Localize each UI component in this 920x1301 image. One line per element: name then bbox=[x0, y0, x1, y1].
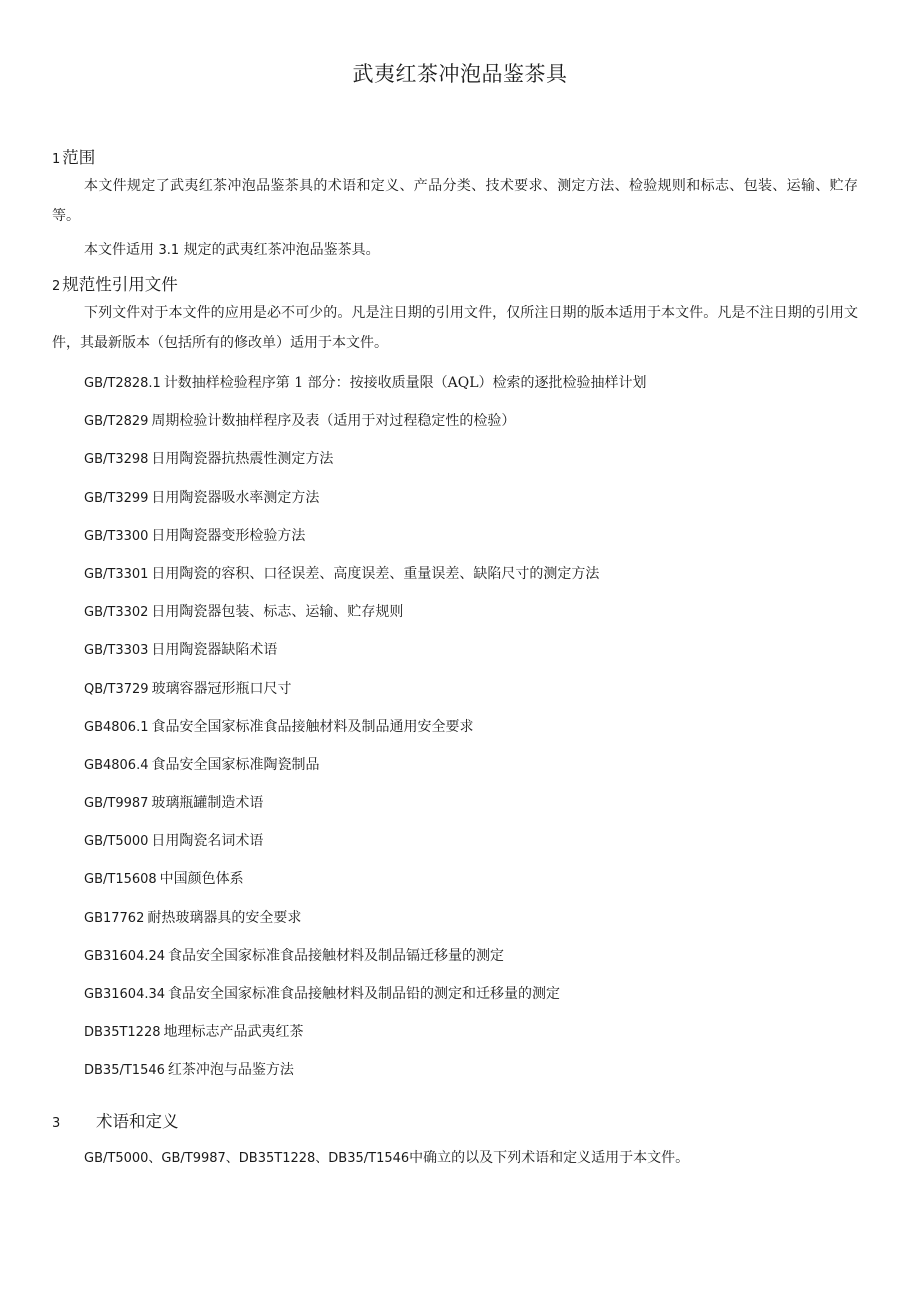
reference-code: GB/T3299 bbox=[84, 490, 149, 506]
reference-code: DB35T1228 bbox=[84, 1025, 161, 1041]
section-1-paragraph-1: 本文件规定了武夷红茶冲泡品鉴茶具的术语和定义、产品分类、技术要求、测定方法、检验规则和标志、包装、运输、贮存等。 bbox=[52, 178, 858, 224]
section-1-paragraph-2-pre: 本文件适用 bbox=[84, 242, 159, 258]
reference-code: GB/T3300 bbox=[84, 528, 149, 544]
reference-title: 日用陶瓷器变形检验方法 bbox=[151, 527, 306, 544]
reference-item bbox=[84, 485, 647, 523]
reference-title: 计数抽样检验程序第 1 部分：按接收质量限（AQL）检索的逐批检验抽样计划 bbox=[163, 375, 647, 391]
reference-item bbox=[84, 637, 647, 675]
reference-code: GB31604.34 bbox=[84, 987, 166, 1002]
reference-item bbox=[84, 1019, 647, 1057]
reference-title: 日用陶瓷的容积、口径误差、高度误差、重量误差、缺陷尺寸的测定方法 bbox=[151, 565, 600, 582]
reference-title: 玻璃瓶罐制造术语 bbox=[151, 795, 264, 812]
reference-item bbox=[84, 828, 647, 866]
reference-title: 日用陶瓷器缺陷术语 bbox=[151, 642, 278, 659]
document-title: 武夷红茶冲泡品鉴茶具 bbox=[352, 62, 568, 86]
reference-item bbox=[84, 676, 647, 714]
reference-code: GB/T2828.1 bbox=[84, 376, 161, 391]
reference-item bbox=[84, 408, 647, 446]
reference-code: QB/T3729 bbox=[84, 681, 149, 697]
section-1-paragraph-2-ref: 3.1 bbox=[158, 243, 180, 258]
reference-code: GB/T2829 bbox=[84, 414, 149, 430]
section-1-number: 1 bbox=[52, 152, 61, 167]
reference-code: GB17762 bbox=[84, 910, 145, 926]
reference-title: 日用陶瓷器包装、标志、运输、贮存规则 bbox=[151, 604, 404, 621]
reference-title: 周期检验计数抽样程序及表（适用于对过程稳定性的检验） bbox=[151, 413, 516, 430]
reference-title: 地理标志产品武夷红茶 bbox=[163, 1024, 304, 1041]
reference-item bbox=[84, 866, 647, 904]
section-1-paragraph-2 bbox=[52, 235, 858, 266]
reference-title: 食品安全国家标准陶瓷制品 bbox=[151, 756, 320, 773]
reference-code: GB31604.24 bbox=[84, 948, 166, 964]
reference-title: 日用陶瓷器抗热震性测定方法 bbox=[151, 451, 334, 468]
reference-item bbox=[84, 599, 647, 637]
reference-item bbox=[84, 905, 647, 943]
reference-title: 中国颜色体系 bbox=[159, 871, 244, 888]
reference-item bbox=[84, 1057, 647, 1095]
reference-title: 红茶冲泡与品鉴方法 bbox=[167, 1062, 294, 1079]
section-1-paragraph-2-post: 规定的武夷红茶冲泡品鉴茶具。 bbox=[179, 242, 380, 258]
section-2-intro: 下列文件对于本文件的应用是必不可少的。凡是注日期的引用文件，仅所注日期的版本适用于本文件。凡是不注日期的引用文件，其最新版本（包括所有的修改单）适用于本文件。 bbox=[52, 305, 858, 351]
section-3-number: 3 bbox=[52, 1116, 61, 1131]
reference-code: GB/T5000 bbox=[84, 834, 149, 850]
reference-title: 耐热玻璃器具的安全要求 bbox=[147, 909, 302, 926]
section-3-paragraph bbox=[84, 1145, 689, 1172]
reference-title: 日用陶瓷名词术语 bbox=[151, 833, 264, 850]
reference-item bbox=[84, 370, 647, 408]
reference-code: GB/T3301 bbox=[84, 566, 149, 582]
reference-code: GB4806.1 bbox=[84, 719, 149, 735]
section-1-heading bbox=[52, 144, 95, 168]
reference-title: 食品安全国家标准食品接触材料及制品通用安全要求 bbox=[151, 718, 474, 735]
normative-references-list bbox=[84, 370, 647, 1096]
section-2-number: 2 bbox=[52, 279, 61, 294]
section-2-heading bbox=[52, 271, 178, 295]
section-2-title: 规范性引用文件 bbox=[62, 275, 178, 294]
reference-title: 玻璃容器冠形瓶口尺寸 bbox=[151, 680, 292, 697]
reference-item bbox=[84, 714, 647, 752]
reference-title: 食品安全国家标准食品接触材料及制品镉迁移量的测定 bbox=[168, 947, 505, 964]
section-3-text: 中确立的以及下列术语和定义适用于本文件。 bbox=[409, 1150, 690, 1166]
section-3-heading bbox=[52, 1108, 179, 1132]
reference-code: GB/T3298 bbox=[84, 452, 149, 468]
reference-code: GB/T9987 bbox=[84, 796, 149, 812]
reference-title: 食品安全国家标准食品接触材料及制品铅的测定和迁移量的测定 bbox=[168, 986, 561, 1002]
section-3-title: 术语和定义 bbox=[96, 1112, 179, 1131]
reference-code: DB35/T1546 bbox=[84, 1063, 165, 1079]
section-3-refs: GB/T5000、GB/T9987、DB35T1228、DB35/T1546 bbox=[84, 1151, 410, 1166]
reference-title: 日用陶瓷器吸水率测定方法 bbox=[151, 489, 320, 506]
reference-item bbox=[84, 943, 647, 981]
reference-item bbox=[84, 446, 647, 484]
reference-item bbox=[84, 981, 647, 1019]
reference-code: GB4806.4 bbox=[84, 757, 149, 773]
reference-item bbox=[84, 523, 647, 561]
reference-item bbox=[84, 561, 647, 599]
reference-code: GB/T3302 bbox=[84, 605, 149, 621]
section-1-title: 范围 bbox=[62, 148, 96, 167]
reference-item bbox=[84, 790, 647, 828]
reference-item bbox=[84, 752, 647, 790]
reference-code: GB/T15608 bbox=[84, 872, 157, 888]
reference-code: GB/T3303 bbox=[84, 643, 149, 659]
